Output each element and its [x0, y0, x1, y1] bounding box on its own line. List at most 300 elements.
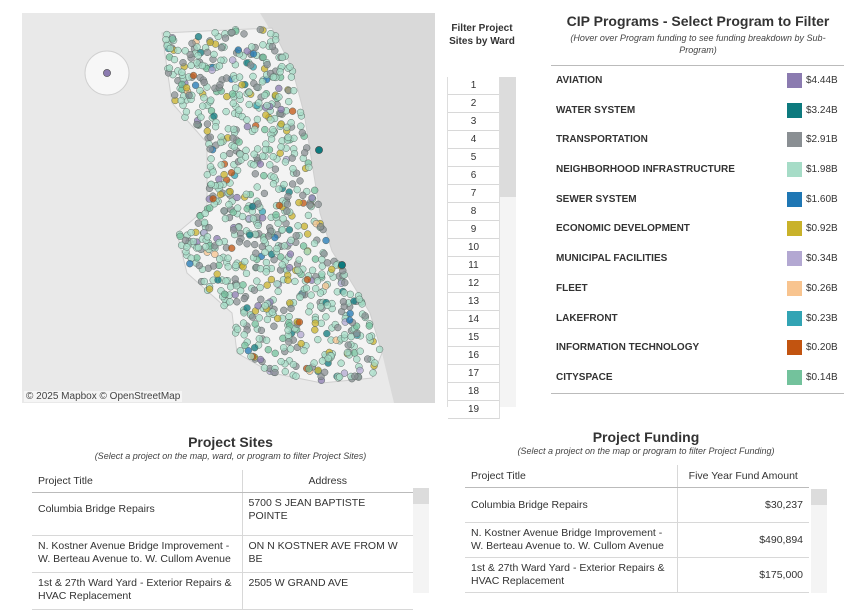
- project-site-marker[interactable]: [254, 184, 261, 191]
- project-site-marker[interactable]: [227, 188, 234, 195]
- table-row[interactable]: [465, 558, 809, 593]
- project-site-marker[interactable]: [353, 330, 360, 337]
- project-site-marker[interactable]: [287, 346, 294, 353]
- project-site-marker[interactable]: [279, 226, 286, 233]
- project-site-marker[interactable]: [186, 92, 193, 99]
- project-site-marker[interactable]: [226, 150, 233, 157]
- project-site-marker[interactable]: [281, 242, 288, 249]
- project-site-marker[interactable]: [280, 344, 287, 351]
- project-site-marker[interactable]: [182, 237, 189, 244]
- project-site-marker[interactable]: [271, 174, 278, 181]
- project-site-marker[interactable]: [239, 81, 246, 88]
- project-site-marker[interactable]: [286, 264, 293, 271]
- project-site-marker[interactable]: [321, 369, 328, 376]
- project-site-marker[interactable]: [267, 30, 274, 37]
- project-site-marker[interactable]: [190, 72, 197, 79]
- project-site-marker[interactable]: [251, 126, 258, 133]
- project-site-marker[interactable]: [257, 356, 264, 363]
- project-site-marker[interactable]: [266, 161, 273, 168]
- project-site-marker[interactable]: [347, 291, 354, 298]
- project-site-marker[interactable]: [288, 74, 295, 81]
- project-site-marker[interactable]: [249, 314, 256, 321]
- project-site-marker[interactable]: [265, 233, 272, 240]
- project-site-marker[interactable]: [306, 308, 313, 315]
- project-site-marker[interactable]: [328, 266, 335, 273]
- project-site-marker[interactable]: [223, 108, 230, 115]
- project-site-marker[interactable]: [293, 232, 300, 239]
- project-site-marker[interactable]: [221, 302, 228, 309]
- project-title-cell[interactable]: Columbia Bridge Repairs: [465, 488, 677, 523]
- program-row[interactable]: [551, 185, 844, 215]
- project-site-marker[interactable]: [376, 346, 383, 353]
- project-site-marker[interactable]: [262, 249, 269, 256]
- project-site-marker[interactable]: [259, 78, 266, 85]
- project-site-marker[interactable]: [261, 365, 268, 372]
- project-site-marker[interactable]: [364, 356, 371, 363]
- project-site-marker[interactable]: [195, 52, 202, 59]
- ward-filter-item[interactable]: 16: [448, 347, 499, 365]
- project-site-marker[interactable]: [347, 310, 354, 317]
- project-site-marker[interactable]: [212, 123, 219, 130]
- project-site-marker[interactable]: [282, 368, 289, 375]
- project-site-marker[interactable]: [254, 116, 261, 123]
- project-site-marker[interactable]: [315, 367, 322, 374]
- project-site-marker[interactable]: [179, 69, 186, 76]
- project-site-marker[interactable]: [252, 321, 259, 328]
- project-site-marker[interactable]: [183, 84, 190, 91]
- project-site-marker[interactable]: [221, 291, 228, 298]
- project-site-marker[interactable]: [210, 195, 217, 202]
- project-site-marker[interactable]: [277, 150, 284, 157]
- project-site-marker[interactable]: [285, 339, 292, 346]
- project-site-marker[interactable]: [278, 106, 285, 113]
- project-site-marker[interactable]: [194, 121, 201, 128]
- project-site-marker[interactable]: [299, 129, 306, 136]
- project-site-marker[interactable]: [294, 267, 301, 274]
- project-site-marker[interactable]: [225, 255, 232, 262]
- project-site-marker[interactable]: [218, 44, 225, 51]
- project-site-marker[interactable]: [241, 295, 248, 302]
- program-row[interactable]: [551, 214, 844, 244]
- project-site-marker[interactable]: [253, 278, 260, 285]
- project-site-marker[interactable]: [261, 92, 268, 99]
- project-site-marker[interactable]: [261, 126, 268, 133]
- project-site-marker[interactable]: [222, 215, 229, 222]
- project-site-marker[interactable]: [295, 222, 302, 229]
- project-site-marker[interactable]: [229, 91, 236, 98]
- table-row[interactable]: [32, 536, 413, 573]
- project-site-marker[interactable]: [175, 47, 182, 54]
- project-site-marker[interactable]: [236, 92, 243, 99]
- project-site-marker[interactable]: [344, 349, 351, 356]
- project-site-marker[interactable]: [230, 100, 237, 107]
- project-title-cell[interactable]: 1st & 27th Ward Yard - Exterior Repairs & HVAC Replacement: [465, 558, 677, 593]
- address-cell[interactable]: 5700 S JEAN BAPTISTE POINTE: [242, 493, 413, 536]
- project-site-marker[interactable]: [201, 94, 208, 101]
- project-site-marker[interactable]: [210, 263, 217, 270]
- project-site-marker[interactable]: [301, 223, 308, 230]
- project-site-marker[interactable]: [234, 205, 241, 212]
- ward-filter-item[interactable]: 17: [448, 365, 499, 383]
- project-site-marker[interactable]: [195, 220, 202, 227]
- project-site-marker[interactable]: [312, 320, 319, 327]
- project-site-marker[interactable]: [209, 67, 216, 74]
- project-site-marker[interactable]: [290, 361, 297, 368]
- project-site-marker[interactable]: [274, 245, 281, 252]
- project-site-marker[interactable]: [189, 40, 196, 47]
- project-site-marker[interactable]: [276, 202, 283, 209]
- project-site-marker[interactable]: [239, 213, 246, 220]
- project-site-marker[interactable]: [251, 161, 258, 168]
- project-site-marker[interactable]: [230, 126, 237, 133]
- project-site-marker[interactable]: [269, 126, 276, 133]
- ward-filter-item[interactable]: 7: [448, 185, 499, 203]
- program-row[interactable]: [551, 155, 844, 185]
- project-site-marker[interactable]: [171, 56, 178, 63]
- project-site-marker[interactable]: [252, 170, 259, 177]
- program-funding-amount[interactable]: $4.44B: [806, 75, 838, 86]
- map-canvas[interactable]: [22, 13, 435, 403]
- project-site-marker[interactable]: [257, 26, 264, 33]
- project-site-marker[interactable]: [206, 224, 213, 231]
- project-site-marker[interactable]: [220, 152, 227, 159]
- project-site-marker[interactable]: [308, 292, 315, 299]
- table-row[interactable]: [465, 488, 809, 523]
- project-site-marker[interactable]: [246, 232, 253, 239]
- project-site-marker[interactable]: [259, 214, 266, 221]
- ward-filter-item[interactable]: 8: [448, 203, 499, 221]
- project-site-marker[interactable]: [237, 347, 244, 354]
- project-site-marker[interactable]: [260, 54, 267, 61]
- ward-filter-item[interactable]: 6: [448, 167, 499, 185]
- project-site-marker[interactable]: [207, 134, 214, 141]
- project-site-marker[interactable]: [210, 169, 217, 176]
- project-site-marker[interactable]: [264, 316, 271, 323]
- project-site-marker[interactable]: [204, 49, 211, 56]
- project-site-marker[interactable]: [256, 315, 263, 322]
- project-site-marker[interactable]: [223, 278, 230, 285]
- table-row[interactable]: [465, 523, 809, 558]
- ward-filter-item[interactable]: 5: [448, 149, 499, 167]
- fund-amount-cell[interactable]: $30,237: [677, 488, 809, 523]
- project-site-marker[interactable]: [285, 98, 292, 105]
- project-site-marker[interactable]: [240, 282, 247, 289]
- project-site-marker[interactable]: [243, 270, 250, 277]
- project-site-marker[interactable]: [246, 101, 253, 108]
- project-site-marker[interactable]: [275, 288, 282, 295]
- project-site-marker[interactable]: [256, 335, 263, 342]
- project-site-marker[interactable]: [214, 271, 221, 278]
- project-site-marker[interactable]: [208, 155, 215, 162]
- project-site-marker[interactable]: [244, 305, 251, 312]
- project-site-marker[interactable]: [178, 97, 185, 104]
- project-site-marker[interactable]: [304, 248, 311, 255]
- project-site-marker[interactable]: [241, 331, 248, 338]
- program-row[interactable]: [551, 66, 844, 96]
- project-site-marker[interactable]: [206, 286, 213, 293]
- project-site-marker[interactable]: [197, 87, 204, 94]
- project-site-marker[interactable]: [272, 350, 279, 357]
- project-site-marker[interactable]: [289, 181, 296, 188]
- project-site-marker[interactable]: [277, 68, 284, 75]
- program-row[interactable]: [551, 363, 844, 393]
- project-site-marker[interactable]: [309, 267, 316, 274]
- project-site-marker[interactable]: [297, 109, 304, 116]
- project-site-marker[interactable]: [296, 257, 303, 264]
- project-site-marker[interactable]: [211, 113, 218, 120]
- project-site-marker[interactable]: [183, 108, 190, 115]
- project-site-marker[interactable]: [207, 39, 214, 46]
- project-site-marker[interactable]: [264, 61, 271, 68]
- project-sites-map[interactable]: [22, 13, 435, 403]
- ward-filter-item[interactable]: 19: [448, 401, 499, 419]
- program-row[interactable]: [551, 333, 844, 363]
- project-site-marker[interactable]: [303, 285, 310, 292]
- project-site-marker[interactable]: [258, 327, 265, 334]
- project-site-marker[interactable]: [198, 114, 205, 121]
- ward-filter-item[interactable]: 15: [448, 329, 499, 347]
- project-site-marker[interactable]: [315, 201, 322, 208]
- project-site-marker[interactable]: [199, 62, 206, 69]
- project-site-marker[interactable]: [357, 348, 364, 355]
- project-site-marker[interactable]: [264, 102, 271, 109]
- project-site-marker[interactable]: [257, 265, 264, 272]
- project-site-marker[interactable]: [292, 278, 299, 285]
- project-site-marker[interactable]: [280, 215, 287, 222]
- project-site-marker[interactable]: [218, 162, 225, 169]
- project-site-marker[interactable]: [272, 369, 279, 376]
- project-site-marker[interactable]: [268, 136, 275, 143]
- ward-filter-item[interactable]: 9: [448, 221, 499, 239]
- project-site-marker[interactable]: [195, 244, 202, 251]
- project-site-marker[interactable]: [279, 54, 286, 61]
- project-site-marker[interactable]: [279, 261, 286, 268]
- project-site-marker[interactable]: [244, 240, 251, 247]
- project-site-marker[interactable]: [249, 203, 256, 210]
- project-site-marker[interactable]: [230, 227, 237, 234]
- project-site-marker[interactable]: [299, 192, 306, 199]
- project-site-marker[interactable]: [345, 342, 352, 349]
- project-site-marker[interactable]: [255, 222, 262, 229]
- project-site-marker[interactable]: [228, 245, 235, 252]
- project-site-marker[interactable]: [314, 278, 321, 285]
- funding-scrollbar[interactable]: [811, 489, 827, 593]
- project-site-marker[interactable]: [259, 153, 266, 160]
- project-site-marker[interactable]: [285, 277, 292, 284]
- project-site-marker[interactable]: [301, 149, 308, 156]
- project-site-marker[interactable]: [312, 256, 319, 263]
- project-site-marker[interactable]: [223, 75, 230, 82]
- project-site-marker[interactable]: [243, 147, 250, 154]
- project-site-marker[interactable]: [325, 355, 332, 362]
- project-site-marker[interactable]: [184, 244, 191, 251]
- funding-scroll-thumb[interactable]: [811, 489, 827, 505]
- project-site-marker[interactable]: [366, 334, 373, 341]
- project-site-marker[interactable]: [206, 205, 213, 212]
- project-site-marker[interactable]: [217, 81, 224, 88]
- project-site-marker[interactable]: [317, 303, 324, 310]
- project-site-marker[interactable]: [217, 139, 224, 146]
- project-site-marker[interactable]: [285, 134, 292, 141]
- project-site-marker[interactable]: [287, 64, 294, 71]
- project-site-marker[interactable]: [289, 155, 296, 162]
- project-site-marker[interactable]: [272, 36, 279, 43]
- program-row[interactable]: [551, 96, 844, 126]
- project-site-marker[interactable]: [338, 261, 345, 268]
- project-site-marker[interactable]: [226, 201, 233, 208]
- project-site-marker[interactable]: [311, 360, 318, 367]
- project-site-marker[interactable]: [357, 367, 364, 374]
- project-site-marker[interactable]: [202, 210, 209, 217]
- sites-scrollbar[interactable]: [413, 488, 429, 593]
- program-funding-amount[interactable]: $0.14B: [806, 371, 838, 383]
- project-site-marker[interactable]: [246, 89, 253, 96]
- project-site-marker[interactable]: [232, 85, 239, 92]
- ward-filter-item[interactable]: 18: [448, 383, 499, 401]
- project-site-marker[interactable]: [278, 121, 285, 128]
- program-funding-amount[interactable]: $0.23B: [806, 312, 838, 324]
- project-site-marker[interactable]: [234, 326, 241, 333]
- project-site-marker[interactable]: [232, 276, 239, 283]
- project-site-marker[interactable]: [270, 180, 277, 187]
- program-funding-amount[interactable]: $0.34B: [806, 253, 838, 265]
- ward-filter-item[interactable]: 1: [448, 77, 499, 95]
- project-site-marker[interactable]: [294, 186, 301, 193]
- project-title-cell[interactable]: 1st & 27th Ward Yard - Exterior Repairs & HVAC Replacement: [32, 573, 242, 610]
- project-site-marker[interactable]: [163, 36, 170, 43]
- program-funding-amount[interactable]: $0.20B: [806, 342, 838, 354]
- project-site-marker[interactable]: [317, 223, 324, 230]
- project-site-marker[interactable]: [270, 74, 277, 81]
- project-site-marker[interactable]: [284, 201, 291, 208]
- project-site-marker[interactable]: [236, 107, 243, 114]
- program-row[interactable]: [551, 125, 844, 155]
- project-site-marker[interactable]: [293, 373, 300, 380]
- project-site-marker[interactable]: [248, 44, 255, 51]
- project-site-marker[interactable]: [207, 146, 214, 153]
- project-site-marker[interactable]: [251, 241, 258, 248]
- project-site-marker[interactable]: [340, 298, 347, 305]
- project-site-marker[interactable]: [216, 63, 223, 70]
- project-site-marker[interactable]: [269, 43, 276, 50]
- project-site-marker[interactable]: [346, 317, 353, 324]
- project-site-marker[interactable]: [334, 324, 341, 331]
- project-site-marker[interactable]: [356, 296, 363, 303]
- project-site-marker[interactable]: [275, 85, 282, 92]
- project-site-marker[interactable]: [306, 365, 313, 372]
- project-site-marker[interactable]: [217, 191, 224, 198]
- project-site-marker[interactable]: [232, 291, 239, 298]
- project-site-marker[interactable]: [309, 195, 316, 202]
- ward-filter-item[interactable]: 11: [448, 257, 499, 275]
- project-site-marker[interactable]: [236, 139, 243, 146]
- ward-scrollbar[interactable]: [500, 77, 516, 407]
- project-site-marker[interactable]: [167, 45, 174, 52]
- project-site-marker[interactable]: [274, 315, 281, 322]
- program-row[interactable]: [551, 304, 844, 334]
- project-site-marker[interactable]: [341, 331, 348, 338]
- table-row[interactable]: [32, 493, 413, 536]
- project-site-marker[interactable]: [180, 59, 187, 66]
- project-site-marker[interactable]: [284, 208, 291, 215]
- program-row[interactable]: [551, 244, 844, 274]
- project-site-marker[interactable]: [255, 302, 262, 309]
- project-site-marker[interactable]: [257, 161, 264, 168]
- project-site-marker[interactable]: [251, 287, 258, 294]
- project-site-marker[interactable]: [221, 207, 228, 214]
- project-site-marker[interactable]: [341, 279, 348, 286]
- project-site-marker[interactable]: [103, 69, 110, 76]
- project-site-marker[interactable]: [204, 233, 211, 240]
- project-site-marker[interactable]: [264, 282, 271, 289]
- project-site-marker[interactable]: [244, 117, 251, 124]
- project-site-marker[interactable]: [324, 302, 331, 309]
- project-site-marker[interactable]: [211, 51, 218, 58]
- project-site-marker[interactable]: [251, 151, 258, 158]
- project-site-marker[interactable]: [304, 231, 311, 238]
- project-site-marker[interactable]: [233, 282, 240, 289]
- project-site-marker[interactable]: [273, 211, 280, 218]
- project-site-marker[interactable]: [241, 258, 248, 265]
- project-site-marker[interactable]: [370, 370, 377, 377]
- project-site-marker[interactable]: [169, 36, 176, 43]
- project-site-marker[interactable]: [270, 153, 277, 160]
- project-site-marker[interactable]: [307, 202, 314, 209]
- project-site-marker[interactable]: [276, 94, 283, 101]
- project-site-marker[interactable]: [204, 128, 211, 135]
- project-site-marker[interactable]: [282, 159, 289, 166]
- project-site-marker[interactable]: [243, 191, 250, 198]
- program-funding-amount[interactable]: $1.98B: [806, 164, 838, 176]
- project-site-marker[interactable]: [255, 99, 262, 106]
- project-site-marker[interactable]: [304, 276, 311, 283]
- project-site-marker[interactable]: [260, 172, 267, 179]
- project-site-marker[interactable]: [285, 327, 292, 334]
- ward-filter-item[interactable]: 12: [448, 275, 499, 293]
- project-site-marker[interactable]: [338, 360, 345, 367]
- project-site-marker[interactable]: [199, 103, 206, 110]
- project-site-marker[interactable]: [234, 167, 241, 174]
- project-site-marker[interactable]: [274, 281, 281, 288]
- project-site-marker[interactable]: [323, 313, 330, 320]
- ward-filter-item[interactable]: 3: [448, 113, 499, 131]
- project-site-marker[interactable]: [305, 164, 312, 171]
- project-site-marker[interactable]: [290, 87, 297, 94]
- project-site-marker[interactable]: [297, 294, 304, 301]
- fund-amount-cell[interactable]: $490,894: [677, 523, 809, 558]
- project-site-marker[interactable]: [201, 79, 208, 86]
- project-site-marker[interactable]: [171, 92, 178, 99]
- sites-scroll-thumb[interactable]: [413, 488, 429, 504]
- project-site-marker[interactable]: [353, 356, 360, 363]
- ward-filter-list[interactable]: [447, 77, 516, 415]
- project-site-marker[interactable]: [222, 35, 229, 42]
- project-title-cell[interactable]: Columbia Bridge Repairs: [32, 493, 242, 536]
- project-site-marker[interactable]: [186, 260, 193, 267]
- project-site-marker[interactable]: [216, 239, 223, 246]
- project-site-marker[interactable]: [322, 283, 329, 290]
- project-site-marker[interactable]: [195, 33, 202, 40]
- project-site-marker[interactable]: [232, 262, 239, 269]
- project-site-marker[interactable]: [263, 259, 270, 266]
- project-site-marker[interactable]: [324, 259, 331, 266]
- project-site-marker[interactable]: [250, 73, 257, 80]
- project-site-marker[interactable]: [229, 57, 236, 64]
- project-site-marker[interactable]: [305, 212, 312, 219]
- project-site-marker[interactable]: [236, 239, 243, 246]
- program-funding-amount[interactable]: $0.26B: [806, 282, 838, 294]
- project-site-marker[interactable]: [297, 178, 304, 185]
